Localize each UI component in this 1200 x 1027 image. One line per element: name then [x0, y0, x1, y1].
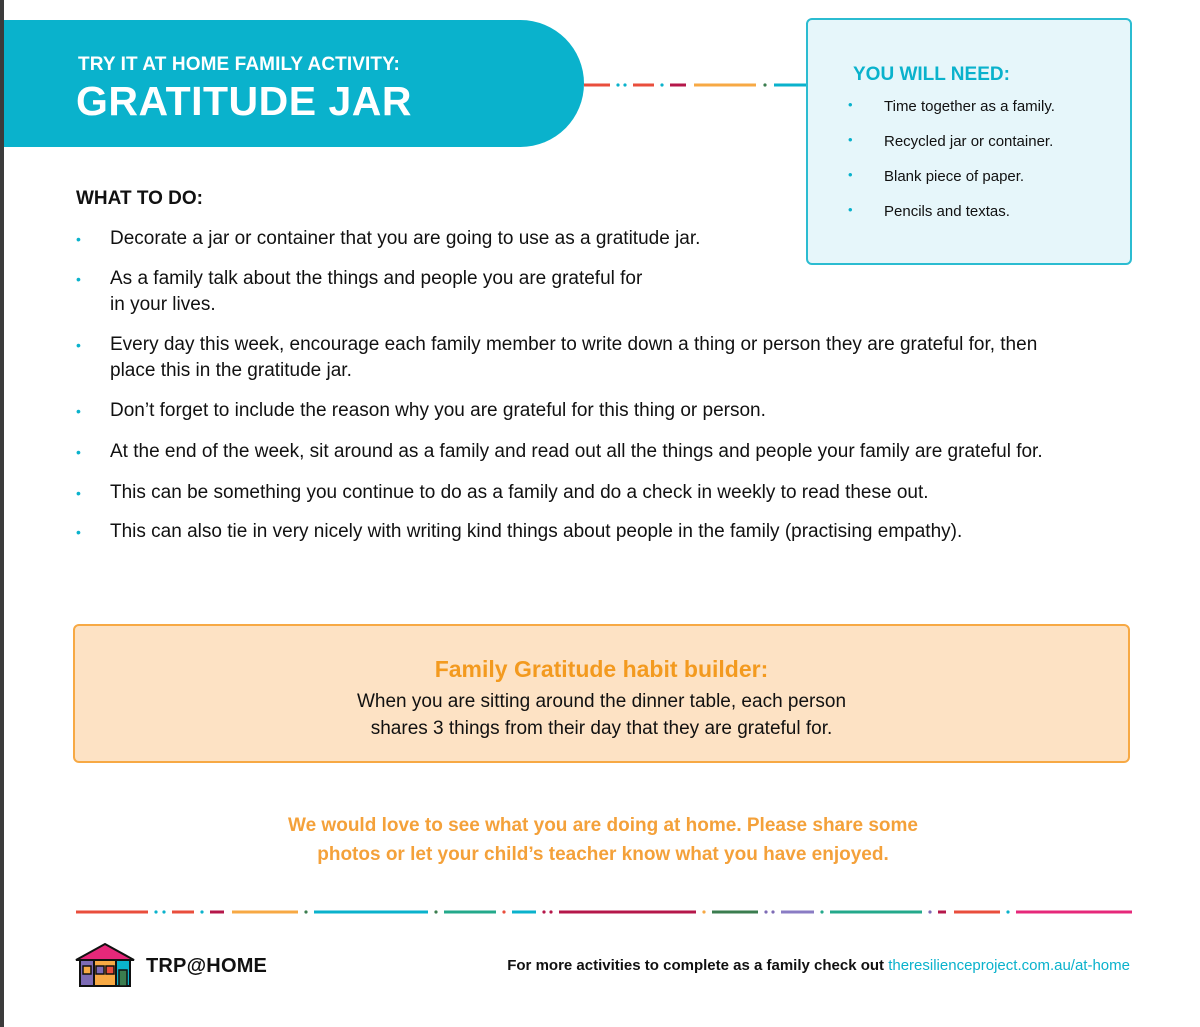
step-line: in your lives.: [110, 294, 216, 315]
house-logo-icon: [72, 942, 138, 988]
habit-line: When you are sitting around the dinner table, each person: [356, 691, 847, 712]
step-item: [76, 226, 700, 252]
need-item: • Pencils and textas.: [844, 203, 1055, 238]
need-item: • Recycled jar or container.: [844, 133, 1055, 168]
header-kicker: TRY IT AT HOME FAMILY ACTIVITY:: [78, 54, 400, 75]
share-line: photos or let your child’s teacher know what you have enjoyed.: [317, 844, 889, 865]
step-item: [76, 398, 766, 424]
need-item: • Time together as a family.: [844, 98, 1055, 133]
habit-builder-box: [73, 624, 1130, 763]
share-line: We would love to see what you are doing at home. Please share some: [288, 815, 918, 836]
need-title: YOU WILL NEED:: [853, 64, 1010, 85]
habit-body: [75, 688, 1128, 742]
step-line: Every day this week, encourage each family member to write down a thing or person they are grateful for, then: [110, 334, 1038, 355]
header-banner: [4, 20, 584, 147]
decorative-dash-line: [584, 78, 806, 92]
footer-note-text: For more activities to complete as a family check out: [507, 957, 885, 974]
step-item: [76, 519, 962, 545]
habit-line: shares 3 things from their day that they are grateful for.: [370, 718, 833, 739]
share-note: [0, 811, 1200, 869]
step-line: This can be something you continue to do as a family and do a check in weekly to read these out.: [110, 482, 929, 503]
page-edge: [0, 0, 4, 1027]
step-item: [76, 332, 1037, 384]
step-line: As a family talk about the things and people you are grateful for: [110, 268, 643, 289]
page-title: GRATITUDE JAR: [76, 78, 413, 124]
step-item: [76, 439, 1043, 465]
you-will-need-box: [806, 18, 1132, 265]
brand-name: TRP@HOME: [146, 955, 268, 977]
step-line: This can also tie in very nicely with writing kind things about people in the family (practising empathy).: [110, 521, 963, 542]
step-item: [76, 266, 642, 318]
need-list: [844, 98, 1055, 238]
step-line: place this in the gratitude jar.: [110, 360, 352, 381]
habit-title: Family Gratitude habit builder:: [434, 656, 769, 682]
website-link[interactable]: theresilienceproject.com.au/at-home: [888, 957, 1130, 974]
decorative-dash-line: [76, 908, 1132, 916]
step-line: At the end of the week, sit around as a family and read out all the things and people your family are grateful for.: [110, 441, 1043, 462]
need-item: • Blank piece of paper.: [844, 168, 1055, 203]
step-line: Decorate a jar or container that you are going to use as a gratitude jar.: [110, 228, 701, 249]
step-item: [76, 480, 929, 506]
footer-note: [507, 957, 1130, 974]
what-to-do-heading: WHAT TO DO:: [76, 188, 203, 209]
step-line: Don’t forget to include the reason why you are grateful for this thing or person.: [110, 400, 766, 421]
